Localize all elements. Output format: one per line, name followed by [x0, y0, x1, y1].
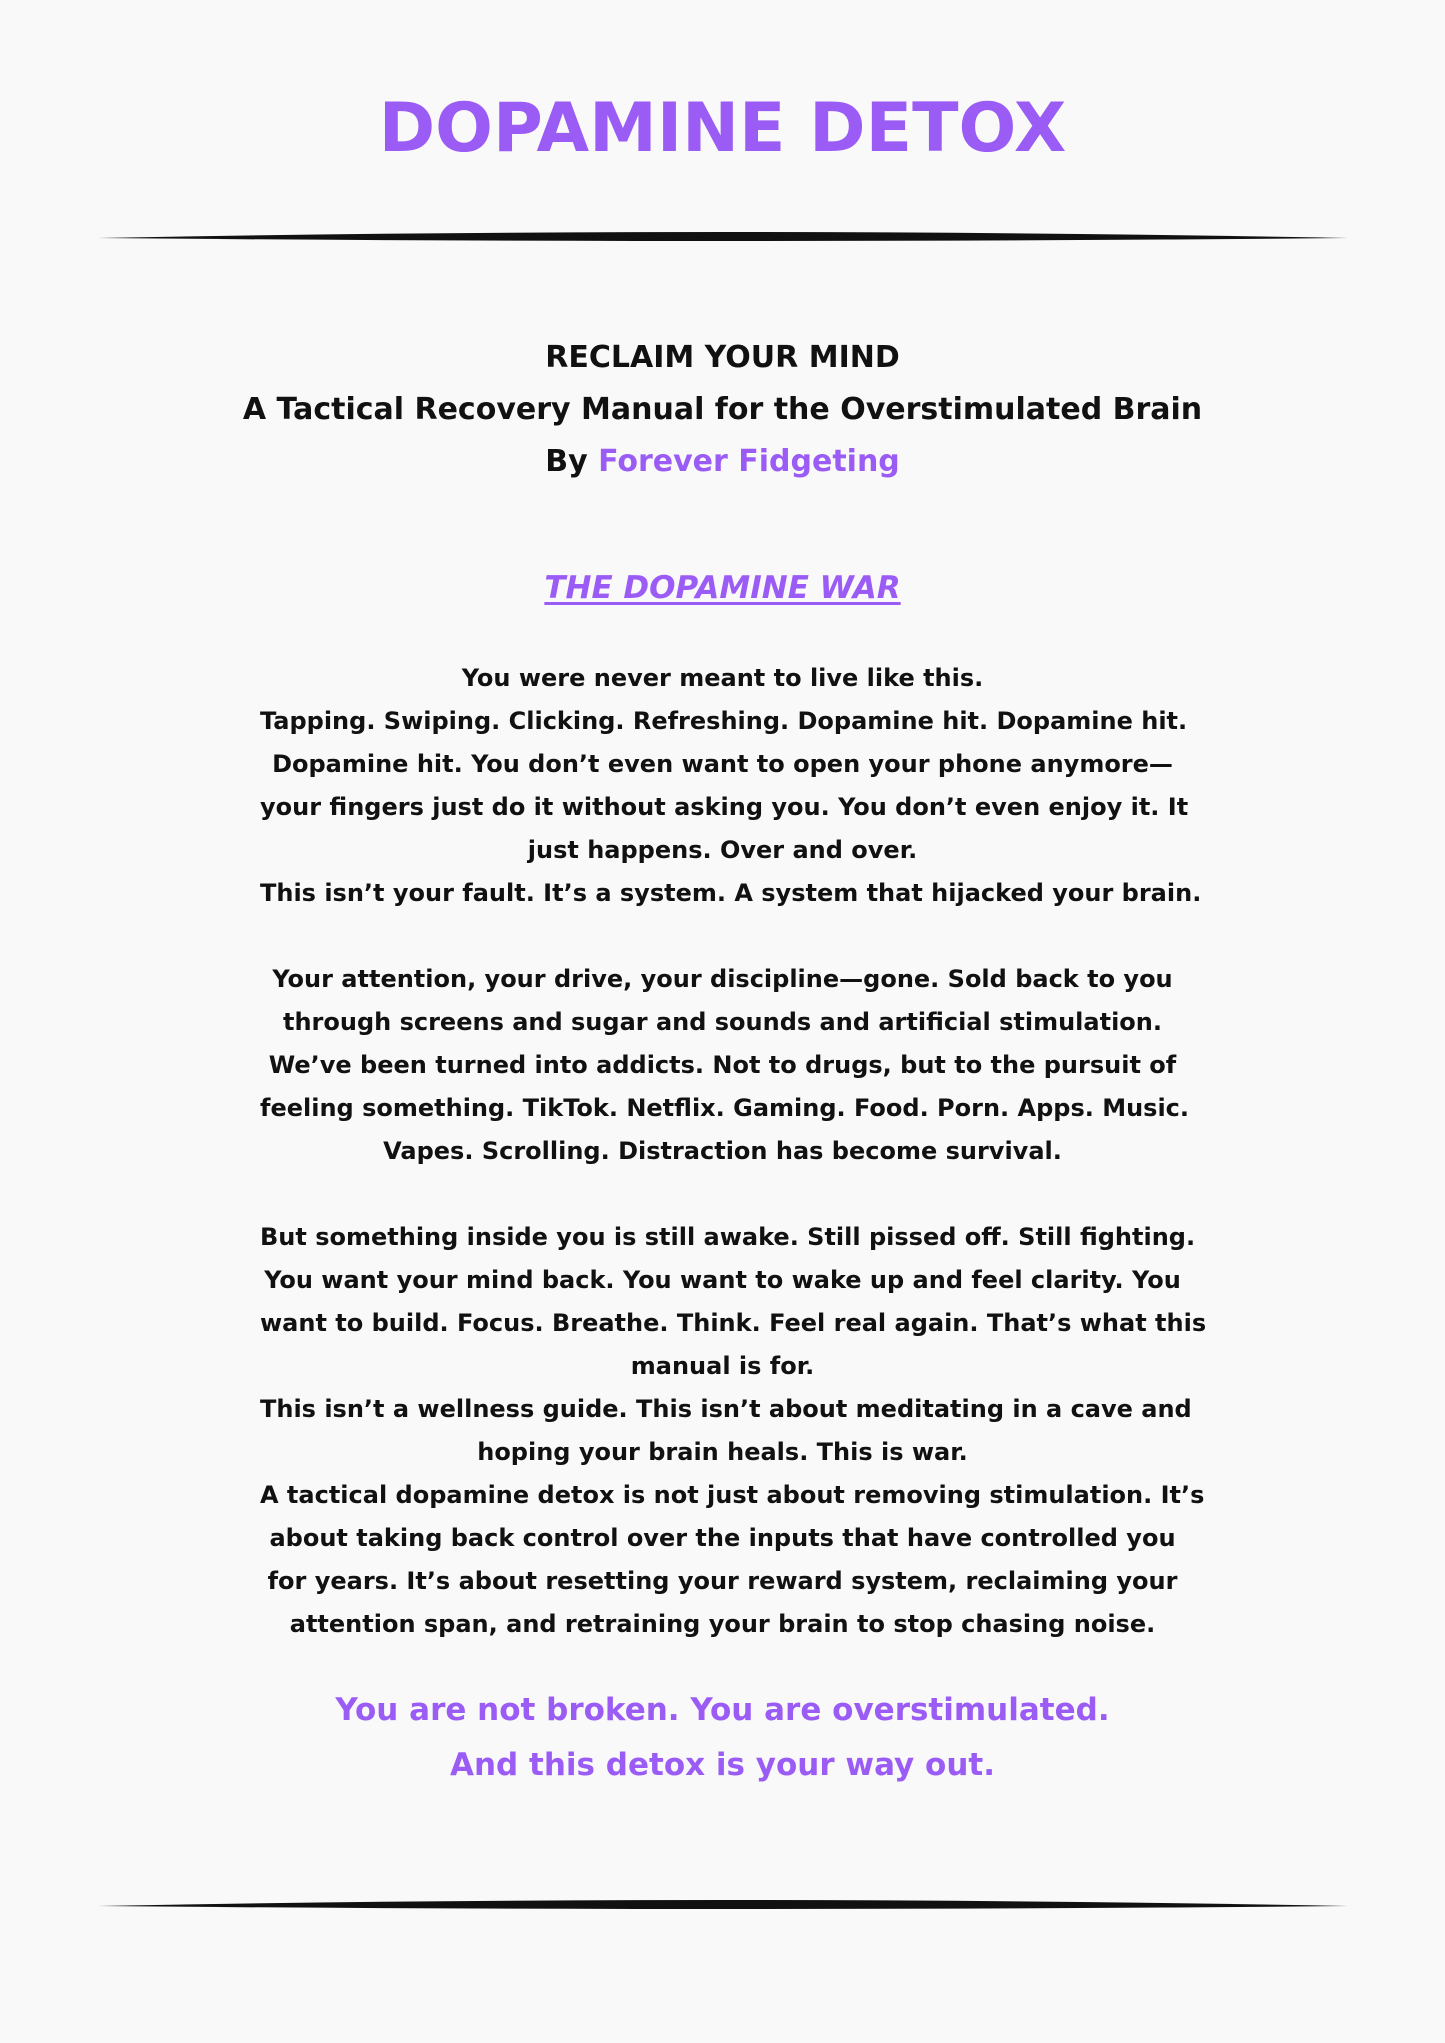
- body-line: You want your mind back. You want to wake up and feel clarity. You: [264, 1266, 1181, 1294]
- closing-statement: [0, 1683, 1445, 1793]
- body-line: your fingers just do it without asking you. You don’t even enjoy it. It: [260, 793, 1189, 821]
- body-line: This isn’t a wellness guide. This isn’t about meditating in a cave and: [260, 1395, 1192, 1423]
- byline: [0, 436, 1445, 488]
- paragraph-gap: [260, 915, 1185, 958]
- body-line: Dopamine hit. You don’t even want to open your phone anymore—: [272, 750, 1173, 778]
- body-text: [260, 657, 1207, 1646]
- byline-label: By: [545, 444, 588, 479]
- body-line: A tactical dopamine detox is not just about removing stimulation. It’s: [260, 1481, 1205, 1509]
- body-line: about taking back control over the inputs that have controlled you: [269, 1524, 1176, 1552]
- body-line: You were never meant to live like this.: [461, 664, 984, 692]
- closing-line-2: And this detox is your way out.: [449, 1747, 995, 1783]
- paragraph-gap: [260, 1173, 1185, 1216]
- top-divider-stroke: [98, 232, 1348, 241]
- body-line: But something inside you is still awake. Still pissed off. Still fighting.: [260, 1223, 1196, 1251]
- body-line: just happens. Over and over.: [527, 836, 918, 864]
- bottom-divider: [98, 1897, 1348, 1915]
- bottom-divider-stroke: [98, 1900, 1348, 1909]
- body-line: This isn’t your fault. It’s a system. A system that hijacked your brain.: [260, 879, 1202, 907]
- body-line: feeling something. TikTok. Netflix. Gaming. Food. Porn. Apps. Music.: [260, 1094, 1190, 1122]
- body-line: We’ve been turned into addicts. Not to drugs, but to the pursuit of: [268, 1051, 1177, 1079]
- body-line: Your attention, your drive, your discipline—gone. Sold back to you: [272, 965, 1173, 993]
- subtitle-tagline: A Tactical Recovery Manual for the Overstimulated Brain: [242, 392, 1203, 427]
- body-line: Vapes. Scrolling. Distraction has become survival.: [383, 1137, 1062, 1165]
- body-line: hoping your brain heals. This is war.: [477, 1438, 968, 1466]
- body-line: want to build. Focus. Breathe. Think. Feel real again. That’s what this: [260, 1309, 1207, 1337]
- subtitle-heading: RECLAIM YOUR MIND: [545, 340, 900, 375]
- author-name: Forever Fidgeting: [598, 444, 900, 479]
- body-line: for years. It’s about resetting your reward system, reclaiming your: [267, 1567, 1178, 1595]
- body-line: manual is for.: [630, 1352, 815, 1380]
- section-heading: THE DOPAMINE WAR: [544, 570, 901, 606]
- body-line: Tapping. Swiping. Clicking. Refreshing. Dopamine hit. Dopamine hit.: [260, 707, 1188, 735]
- top-divider: [98, 229, 1348, 247]
- subtitle-block: [0, 332, 1445, 488]
- body-line: attention span, and retraining your brain to stop chasing noise.: [289, 1610, 1156, 1638]
- closing-line-1: You are not broken. You are overstimulated.: [335, 1692, 1110, 1728]
- document-title: DOPAMINE DETOX: [378, 89, 1067, 168]
- body-line: through screens and sugar and sounds and artificial stimulation.: [282, 1008, 1162, 1036]
